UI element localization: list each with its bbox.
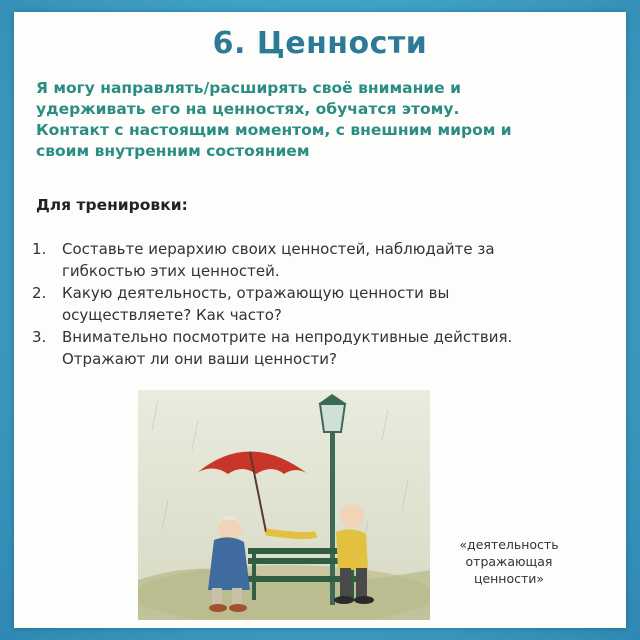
item-text: осуществляете? Как часто? — [62, 306, 282, 324]
lamp-head — [320, 404, 345, 432]
training-heading: Для тренировки: — [36, 196, 188, 214]
item-text: гибкостью этих ценностей. — [62, 262, 280, 280]
intro-text — [36, 78, 616, 162]
item-text: Какую деятельность, отражающую ценности вы — [62, 284, 450, 302]
caption-line: отражающая — [465, 554, 553, 569]
item-text: Внимательно посмотрите на непродуктивные действия. — [62, 328, 513, 346]
caption-line: ценности» — [473, 571, 545, 586]
item-number: 3. — [32, 328, 47, 346]
item-number: 2. — [32, 284, 47, 302]
exercise-list — [32, 238, 622, 370]
intro-line: Я могу направлять/расширять своё внимание и — [36, 79, 461, 97]
illustration-caption — [434, 536, 584, 587]
list-item — [32, 282, 622, 326]
intro-line: своим внутренним состоянием — [36, 142, 310, 160]
item-number: 1. — [32, 240, 47, 258]
intro-line: Контакт с настоящим моментом, с внешним миром и — [36, 121, 512, 139]
intro-line: удерживать его на ценностях, обучатся этому. — [36, 100, 460, 118]
page-title: 6. Ценности — [212, 26, 428, 61]
list-item — [32, 326, 622, 370]
caption-line: «деятельность — [459, 537, 559, 552]
item-text: Отражают ли они ваши ценности? — [62, 350, 337, 368]
list-item — [32, 238, 622, 282]
illustration-couple-bench — [138, 390, 430, 620]
item-text: Составьте иерархию своих ценностей, наблюдайте за — [62, 240, 495, 258]
content-card — [14, 12, 626, 628]
